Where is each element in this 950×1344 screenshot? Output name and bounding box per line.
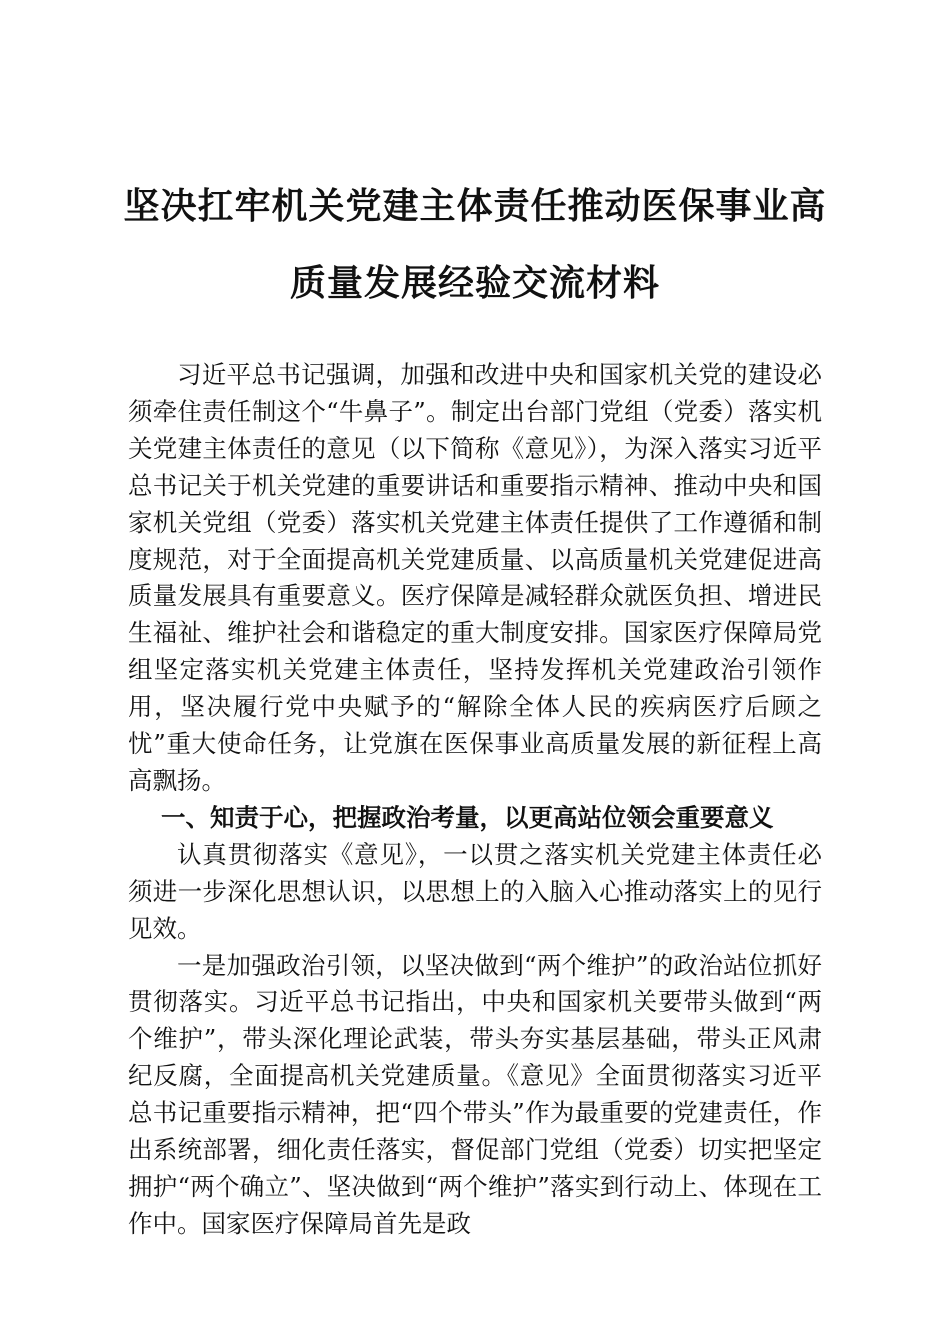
document-title: 坚决扛牢机关党建主体责任推动医保事业高质量发展经验交流材料	[123, 185, 827, 304]
section-1-paragraph-2: 一是加强政治引领，以坚决做到“两个维护”的政治站位抓好贯彻落实。习近平总书记指出，中央和国家机关要带头做到“两个维护”，带头深化理论武装，带头夯实基层基础，带头正风肃纪反腐，全面提高机关党建质量。《意见》全面贯彻落实习近平总书记重要指示精神，把“四个带头”作为最重要的党建责任，作出系统部署，细化责任落实，督促部门党组（党委）切实把坚定拥护“两个确立”、坚决做到“两个维护”落实到行动上、体现在工作中。国家医疗保障局首先是政	[128, 950, 822, 1238]
section-1-paragraph-1: 认真贯彻落实《意见》，一以贯之落实机关党建主体责任必须进一步深化思想认识，以思想上的入脑入心推动落实上的见行见效。	[128, 839, 822, 943]
section-heading-1: 一、知责于心，把握政治考量，以更高站位领会重要意义	[161, 802, 774, 832]
document-body	[128, 357, 822, 1243]
intro-paragraph: 习近平总书记强调，加强和改进中央和国家机关党的建设必须牵住责任制这个“牛鼻子”。制定出台部门党组（党委）落实机关党建主体责任的意见（以下简称《意见》），为深入落实习近平总书记关于机关党建的重要讲话和重要指示精神、推动中央和国家机关党组（党委）落实机关党建主体责任提供了工作遵循和制度规范，对于全面提高机关党建质量、以高质量机关党建促进高质量发展具有重要意义。医疗保障是减轻群众就医负担、增进民生福祉、维护社会和谐稳定的重大制度安排。国家医疗保障局党组坚定落实机关党建主体责任，坚持发挥机关党建政治引领作用，坚决履行党中央赋予的“解除全体人民的疾病医疗后顾之忧”重大使命任务，让党旗在医保事业高质量发展的新征程上高高飘扬。	[128, 360, 822, 795]
